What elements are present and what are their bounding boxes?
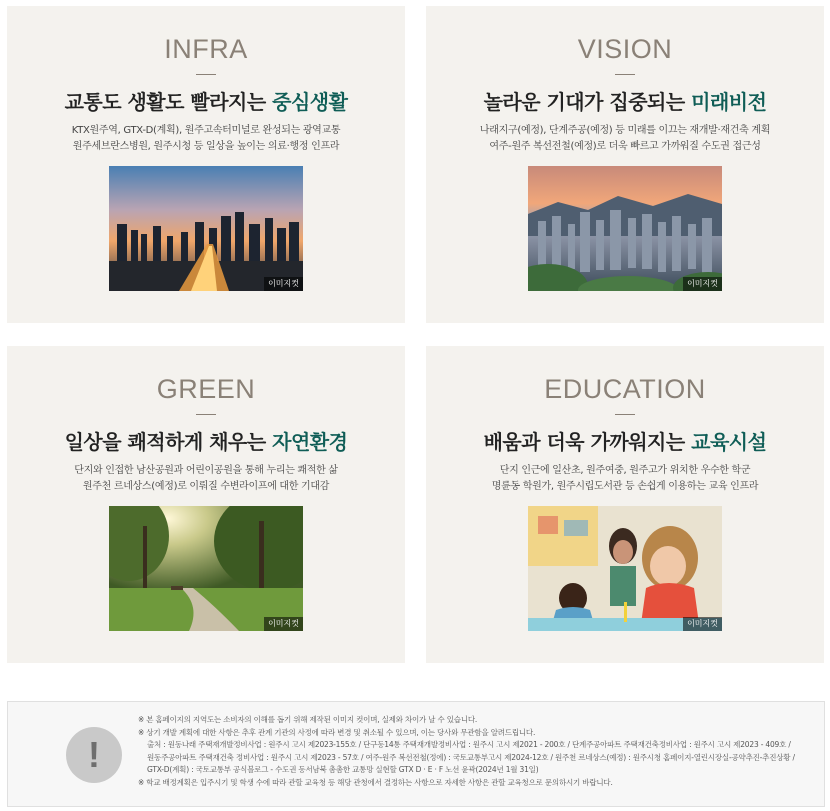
card-description bbox=[17, 123, 395, 155]
divider bbox=[615, 414, 635, 415]
card-desc-line: 단지 인근에 일산초, 원주여중, 원주고가 위치한 우수한 학군 bbox=[499, 465, 751, 476]
divider bbox=[196, 74, 216, 75]
notice-line: 출처 : 원동나래 주택재개발정비사업 : 원주시 고시 제2023-155호 / 단구동14통 주택재개발정비사업 : 원주시 고시 제2021 - 200호 / 단계주공아파트 주택재건축정비사업 : 원주시 고시 제2023 - 409호 / bbox=[147, 740, 791, 750]
card-title bbox=[7, 86, 405, 115]
notice-line: 원동주공아파트 주택재건축 정비사업 : 원주시 고시 제2023 - 57호 / 여주-원주 복선전철(정에) : 국토교통부고시 제2024-12호 / 원주천 르네상스(예정) : 원주시청 홈페이지-열린시장실-공약추진-추진상황 / bbox=[147, 752, 795, 762]
card-title bbox=[7, 426, 405, 455]
card-description bbox=[436, 463, 814, 495]
classroom-children-image bbox=[528, 506, 722, 631]
card-infra bbox=[7, 6, 405, 323]
notice-line: ※ 상기 개발 계획에 대한 사항은 추후 관계 기관의 사정에 따라 변경 및 취소될 수 있으며, 이는 당사와 무관함을 알려드립니다. bbox=[138, 727, 536, 737]
card-title-highlight: 미래비전 bbox=[691, 90, 767, 114]
card-title-highlight: 교육시설 bbox=[691, 430, 767, 454]
divider bbox=[196, 414, 216, 415]
card-title-text: 일상을 쾌적하게 채우는 bbox=[64, 430, 273, 454]
card-green bbox=[7, 346, 405, 663]
card-desc-line: 여주-원주 복선전철(예정)로 더욱 빠르고 가까워질 수도권 접근성 bbox=[489, 141, 761, 152]
card-description bbox=[17, 463, 395, 495]
city-highway-image bbox=[109, 166, 303, 291]
card-title bbox=[426, 426, 824, 455]
card-vision bbox=[426, 6, 824, 323]
image-cut-badge: 이미지컷 bbox=[264, 277, 303, 291]
card-desc-line: KTX원주역, GTX-D(계획), 원주고속터미널로 완성되는 광역교통 bbox=[71, 125, 341, 136]
card-english-title: EDUCATION bbox=[544, 374, 706, 404]
card-english-title: GREEN bbox=[156, 374, 256, 404]
card-english-title: INFRA bbox=[164, 34, 248, 64]
disclaimer-text bbox=[138, 714, 814, 790]
image-cut-badge: 이미지컷 bbox=[683, 277, 722, 291]
card-english-title: VISION bbox=[577, 34, 673, 64]
divider bbox=[615, 74, 635, 75]
park-path-image bbox=[109, 506, 303, 631]
card-title-text: 놀라운 기대가 집중되는 bbox=[483, 90, 692, 114]
notice-line: ※ 학교 배정계획은 입주시기 및 학생 수에 따라 관할 교육청 등 해당 관청에서 결정하는 사항으로 자세한 사항은 관할 교육청으로 문의하시기 바랍니다. bbox=[138, 777, 613, 787]
card-title bbox=[426, 86, 824, 115]
notice-line: ※ 본 홈페이지의 지역도는 소비자의 이해를 돕기 위해 제작된 이미지 컷이며, 실제와 차이가 날 수 있습니다. bbox=[138, 715, 478, 724]
image-cut-badge: 이미지컷 bbox=[264, 617, 303, 631]
card-desc-line: 나래지구(예정), 단계주공(예정) 등 미래를 이끄는 재개발·재건축 계획 bbox=[479, 125, 771, 136]
card-desc-line: 단지와 인접한 남산공원과 어린이공원을 통해 누리는 쾌적한 삶 bbox=[74, 465, 338, 476]
image-cut-badge: 이미지컷 bbox=[683, 617, 722, 631]
card-description bbox=[436, 123, 814, 155]
card-desc-line: 원주천 르네상스(예정)로 이뤄질 수변라이프에 대한 기대감 bbox=[82, 481, 330, 492]
card-desc-line: 명륜동 학원가, 원주시립도서관 등 손쉽게 이용하는 교육 인프라 bbox=[491, 481, 759, 492]
card-desc-line: 원주세브란스병원, 원주시청 등 일상을 높이는 의료·행정 인프라 bbox=[72, 141, 340, 152]
card-title-highlight: 중심생활 bbox=[272, 90, 348, 114]
city-skyline-image bbox=[528, 166, 722, 291]
notice-line: GTX-D(계획) : 국토교통부 공식블로그 - 수도권 동서남북 촘촘한 교통망 실현할 GTX D · E · F 노선 윤곽(2024년 1월 31일) bbox=[147, 765, 539, 775]
card-education bbox=[426, 346, 824, 663]
card-title-highlight: 자연환경 bbox=[272, 430, 348, 454]
exclamation-icon: ! bbox=[66, 727, 122, 783]
disclaimer-notice bbox=[7, 701, 825, 807]
card-title-text: 배움과 더욱 가까워지는 bbox=[483, 430, 692, 454]
card-title-text: 교통도 생활도 빨라지는 bbox=[64, 90, 273, 114]
